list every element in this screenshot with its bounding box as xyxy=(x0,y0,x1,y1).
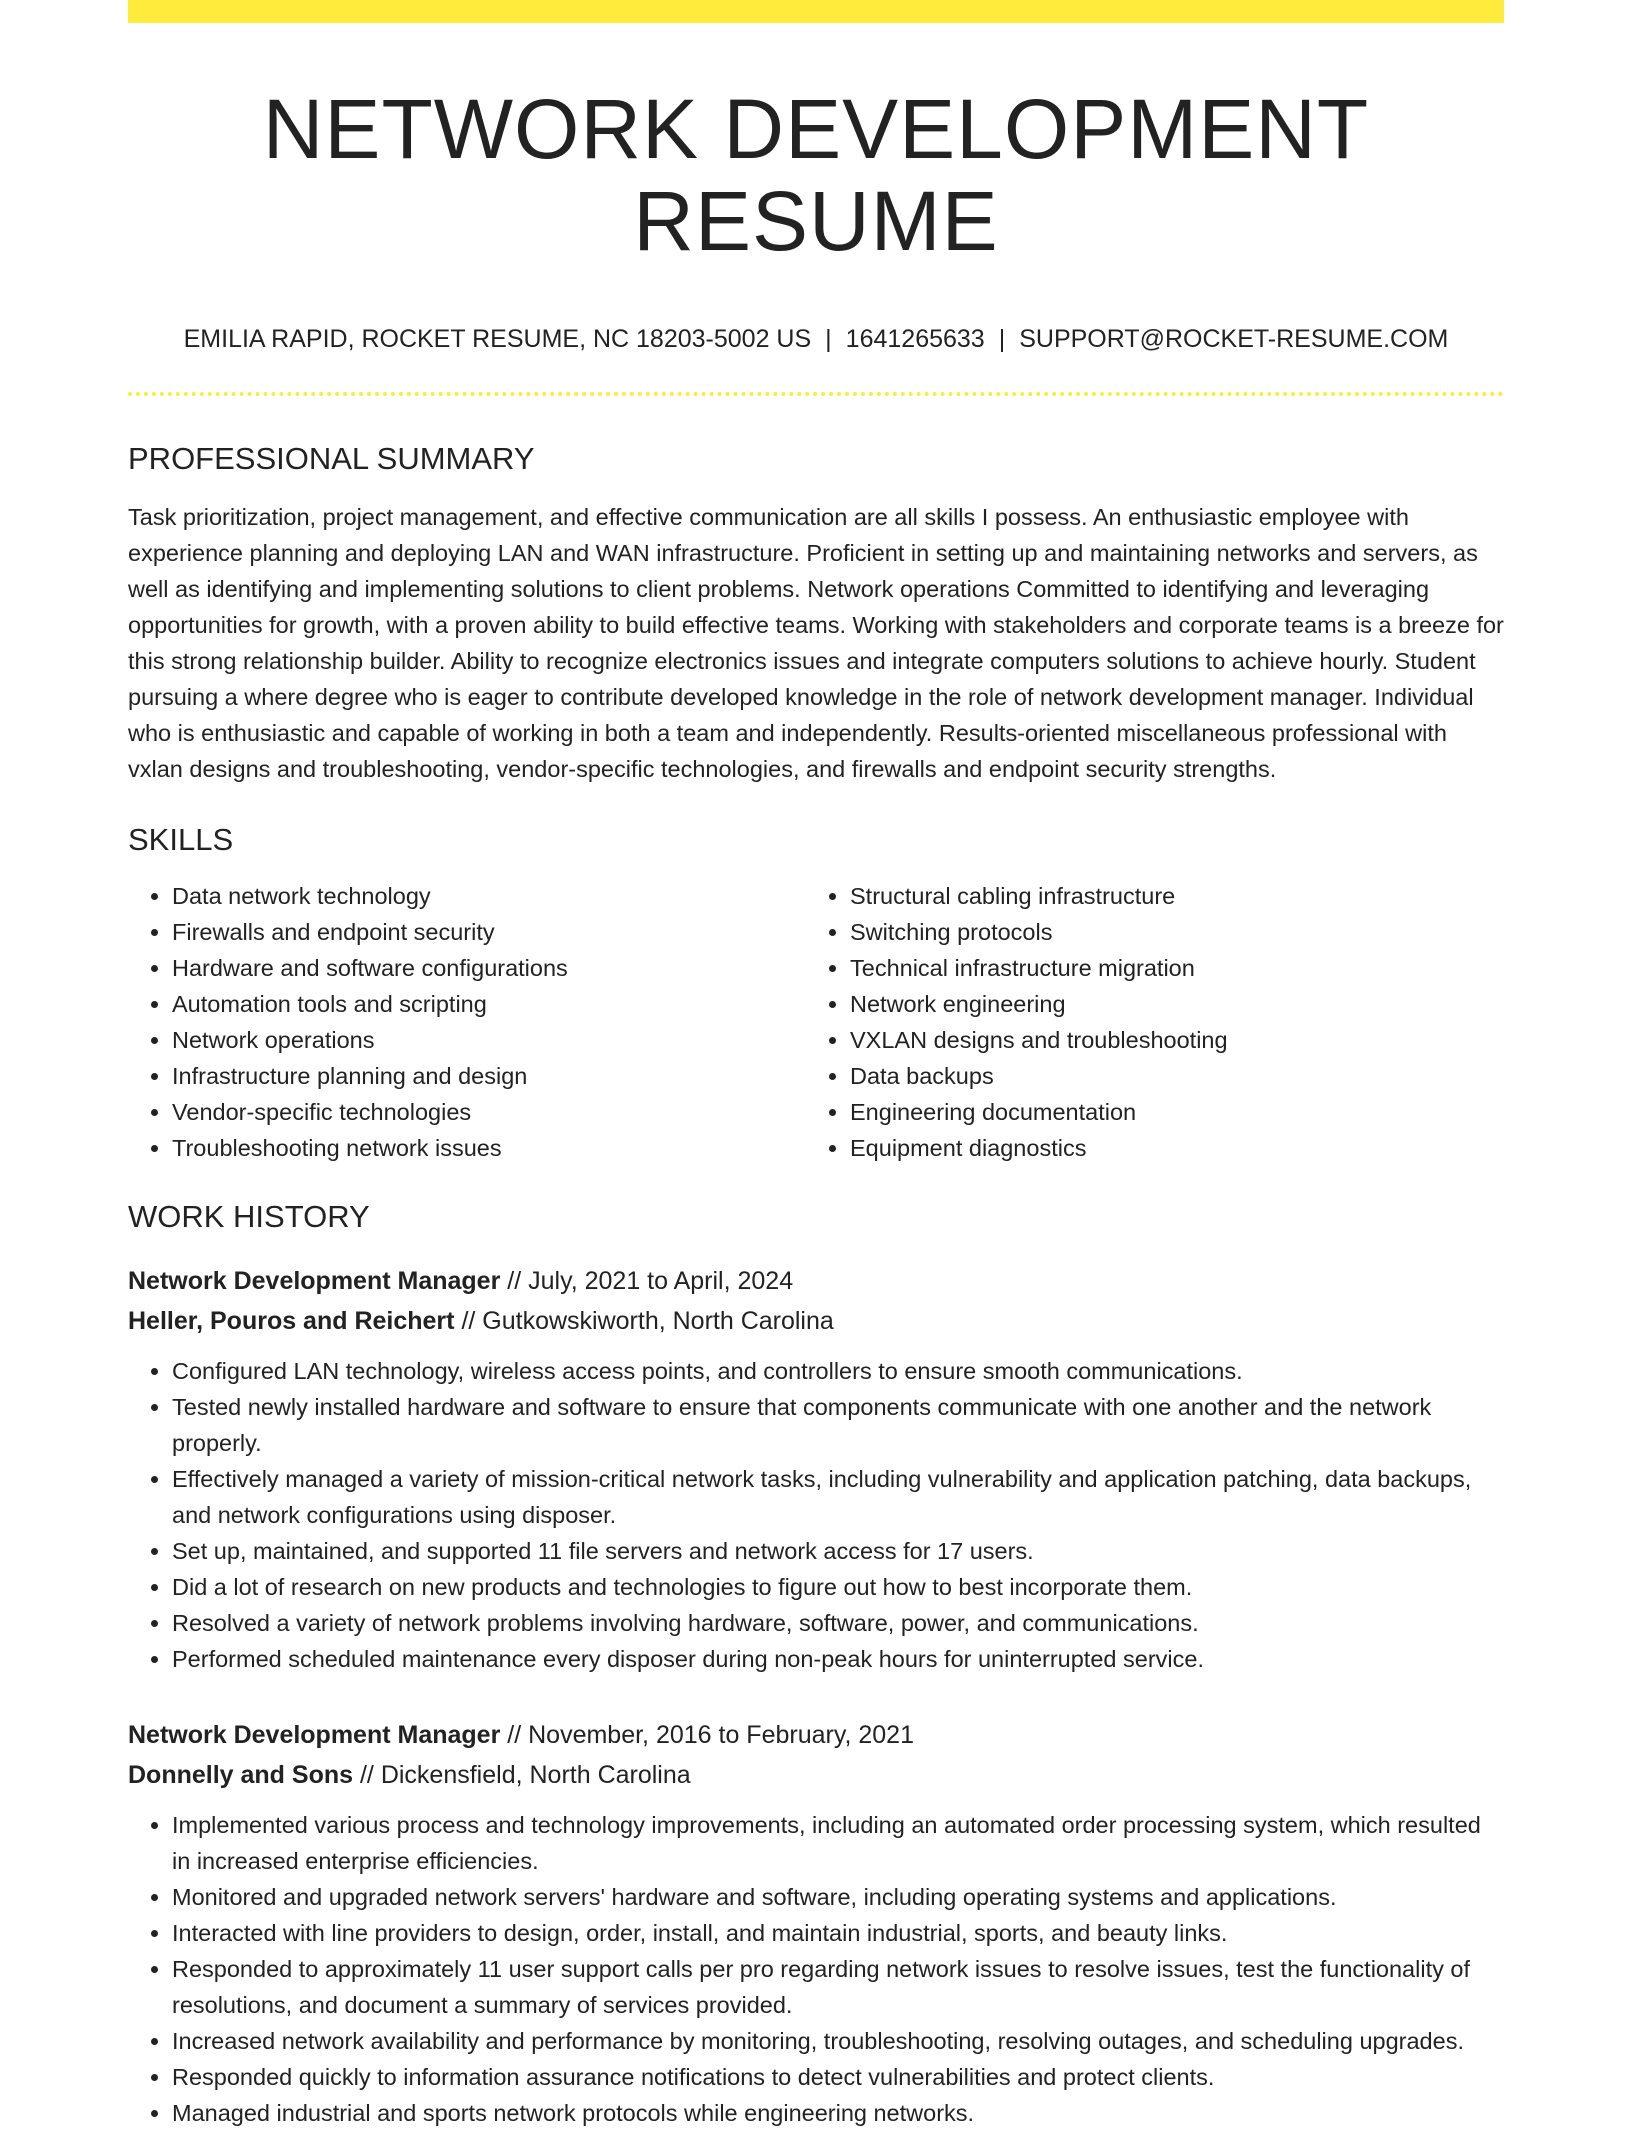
job-bullet: • Increased network availability and performance by monitoring, troubleshooting, resolving outages, and scheduling upgrades. xyxy=(172,2023,1504,2059)
skills-heading: SKILLS xyxy=(128,821,234,857)
job-company: Donnelly and Sons xyxy=(128,1761,354,1790)
contact-separator: | xyxy=(825,324,832,353)
contact-email: SUPPORT@ROCKET-RESUME.COM xyxy=(1019,324,1449,353)
skill-item: • Equipment diagnostics xyxy=(850,1130,1484,1166)
skill-item: • Data backups xyxy=(850,1058,1484,1094)
job-bullet: • Configured LAN technology, wireless access points, and controllers to ensure smooth communications. xyxy=(172,1353,1504,1389)
job-bullet: • Interacted with line providers to design, order, install, and maintain industrial, sports, and beauty links. xyxy=(172,1915,1504,1951)
job-bullet: • Effectively managed a variety of mission-critical network tasks, including vulnerability and application patching, data backups, and network configurations using disposer. xyxy=(172,1461,1504,1533)
job-bullet: • Set up, maintained, and supported 11 file servers and network access for 17 users. xyxy=(172,1533,1504,1569)
resume-title: NETWORK DEVELOPMENT RESUME xyxy=(262,82,1370,269)
contact-separator: | xyxy=(998,324,1006,353)
job-role: Network Development Manager xyxy=(128,1267,501,1296)
job-bullet: • Tested newly installed hardware and software to ensure that components communicate with one another and the network properly. xyxy=(172,1389,1504,1461)
job-bullet: • Responded to approximately 11 user support calls per pro regarding network issues to resolve issues, test the functionality of resolutions, and document a summary of services provided. xyxy=(172,1951,1504,2023)
job-company-line xyxy=(128,1301,1504,1341)
job-role: Network Development Manager xyxy=(128,1721,501,1750)
dotted-divider xyxy=(128,392,1504,396)
skill-item: • VXLAN designs and troubleshooting xyxy=(850,1022,1484,1058)
skill-item: • Vendor-specific technologies xyxy=(172,1094,806,1130)
job-bullet: • Implemented various process and technology improvements, including an automated order processing system, which resulted in increased enterprise efficiencies. xyxy=(172,1807,1504,1879)
job-location: // Gutkowskiworth, North Carolina xyxy=(454,1307,834,1336)
resume-page xyxy=(128,0,1504,2131)
job-dates: // November, 2016 to February, 2021 xyxy=(500,1721,914,1750)
skill-item: • Structural cabling infrastructure xyxy=(850,878,1484,914)
job-bullet: • Responded quickly to information assurance notifications to detect vulnerabilities and protect clients. xyxy=(172,2059,1504,2095)
skill-item: • Hardware and software configurations xyxy=(172,950,806,986)
job-bullet: • Performed scheduled maintenance every disposer during non-peak hours for uninterrupted service. xyxy=(172,1641,1504,1677)
job-bullet: • Did a lot of research on new products and technologies to figure out how to best incorporate them. xyxy=(172,1569,1504,1605)
job-bullet: • Resolved a variety of network problems involving hardware, software, power, and communications. xyxy=(172,1605,1504,1641)
skill-item: • Engineering documentation xyxy=(850,1094,1484,1130)
skills-list xyxy=(128,878,1504,1166)
skills-column-right xyxy=(806,878,1484,1166)
skill-item: • Troubleshooting network issues xyxy=(172,1130,806,1166)
skill-item: • Network operations xyxy=(172,1022,806,1058)
job-bullet: • Managed industrial and sports network protocols while engineering networks. xyxy=(172,2095,1504,2131)
job-title-line xyxy=(128,1715,1504,1755)
job-location: // Dickensfield, North Carolina xyxy=(353,1761,691,1790)
job-company: Heller, Pouros and Reichert xyxy=(128,1307,455,1336)
skill-item: • Firewalls and endpoint security xyxy=(172,914,806,950)
skill-item: • Infrastructure planning and design xyxy=(172,1058,806,1094)
job-bullets xyxy=(128,1807,1504,2131)
job-bullet: • Monitored and upgraded network servers' hardware and software, including operating systems and applications. xyxy=(172,1879,1504,1915)
skills-column-left xyxy=(128,878,806,1166)
skill-item: • Network engineering xyxy=(850,986,1484,1022)
job-entry xyxy=(128,1715,1504,2131)
skill-item: • Technical infrastructure migration xyxy=(850,950,1484,986)
contact-line xyxy=(128,324,1504,354)
job-title-line xyxy=(128,1261,1504,1301)
job-dates: // July, 2021 to April, 2024 xyxy=(500,1267,794,1296)
job-company-line xyxy=(128,1755,1504,1795)
accent-bar xyxy=(128,0,1504,23)
summary-text: Task prioritization, project management, and effective communication are all skills I possess. An enthusiastic employee with experience planning and deploying LAN and WAN infrastructure. Proficient in setting up and maintaining networks and servers, as well as identifying and implementing solutions to client problems. Network operations Committed to identifying and leveraging opportunities for growth, with a proven ability to build effective teams. Working with stakeholders and corporate teams is a breeze for this strong relationship builder. Ability to recognize electronics issues and integrate computers solutions to achieve hourly. Student pursuing a where degree who is eager to contribute developed knowledge in the role of network development manager. Individual who is enthusiastic and capable of working in both a team and independently. Results-oriented miscellaneous professional with vxlan designs and troubleshooting, vendor-specific technologies, and firewalls and endpoint security strengths. xyxy=(128,503,1504,782)
skill-item: • Data network technology xyxy=(172,878,806,914)
skill-item: • Switching protocols xyxy=(850,914,1484,950)
contact-phone: 1641265633 xyxy=(845,324,985,353)
contact-address: EMILIA RAPID, ROCKET RESUME, NC 18203-5002 US xyxy=(183,324,812,353)
job-entry xyxy=(128,1261,1504,1677)
summary-heading: PROFESSIONAL SUMMARY xyxy=(128,440,535,476)
skill-item: • Automation tools and scripting xyxy=(172,986,806,1022)
work-history-heading: WORK HISTORY xyxy=(128,1199,370,1235)
job-bullets xyxy=(128,1353,1504,1677)
